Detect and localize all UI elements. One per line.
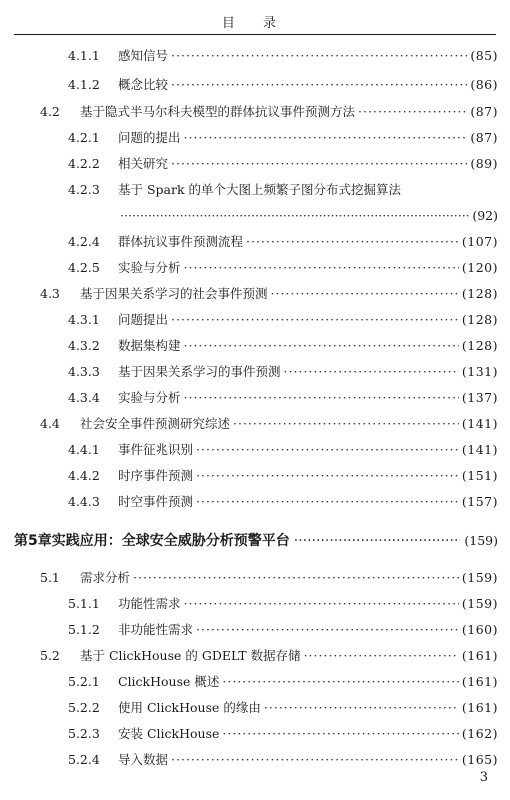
dot-leader xyxy=(171,46,467,66)
toc-page: (131) xyxy=(461,364,498,379)
toc-title: 基于隐式半马尔科夫模型的群体抗议事件预测方法 xyxy=(80,104,356,119)
toc-number: 5.1.2 xyxy=(68,622,100,637)
toc-number: 4.3.1 xyxy=(68,312,100,327)
dot-leader xyxy=(264,698,459,718)
toc-number: 4.2.1 xyxy=(68,130,100,145)
toc-page: (128) xyxy=(461,312,498,327)
dot-leader xyxy=(171,154,467,174)
dot-leader xyxy=(120,206,469,226)
toc-entry-4-1-2[interactable] xyxy=(68,75,498,95)
dot-leader xyxy=(184,388,459,408)
toc-entry-5-1-1[interactable] xyxy=(68,594,498,614)
dot-leader xyxy=(171,750,459,770)
toc-page: (128) xyxy=(461,286,498,301)
toc-entry-4-2-3-continuation[interactable] xyxy=(120,206,498,226)
dot-leader xyxy=(184,594,459,614)
toc-number: 4.4 xyxy=(40,416,60,431)
toc-page: (107) xyxy=(461,234,498,249)
toc-title: 实验与分析 xyxy=(118,390,181,405)
toc-entry-4-3[interactable] xyxy=(40,284,498,304)
toc-title: 问题提出 xyxy=(118,312,169,327)
toc-entry-5-2-2[interactable] xyxy=(68,698,498,718)
toc-title: 事件征兆识别 xyxy=(118,442,194,457)
toc-number: 4.1.1 xyxy=(68,48,100,63)
toc-entry-5-2-3[interactable] xyxy=(68,724,498,744)
dot-leader xyxy=(196,492,459,512)
dot-leader xyxy=(284,362,459,382)
running-header: 目 录 xyxy=(221,16,289,31)
toc-number: 5.1 xyxy=(40,570,60,585)
toc-page: (165) xyxy=(461,752,498,767)
chapter-number: 第5章 xyxy=(14,533,52,549)
toc-entry-4-3-3[interactable] xyxy=(68,362,498,382)
toc-title: 社会安全事件预测研究综述 xyxy=(80,416,231,431)
toc-title: 数据集构建 xyxy=(118,338,181,353)
toc-number: 5.2.2 xyxy=(68,700,100,715)
toc-title: 基于因果关系学习的事件预测 xyxy=(118,364,281,379)
toc-entry-4-3-2[interactable] xyxy=(68,336,498,356)
dot-leader xyxy=(294,530,461,552)
toc-entry-4-4-3[interactable] xyxy=(68,492,498,512)
toc-number: 4.1.2 xyxy=(68,77,100,92)
toc-title: 时序事件预测 xyxy=(118,468,194,483)
toc-number: 4.4.2 xyxy=(68,468,100,483)
dot-leader xyxy=(184,128,468,148)
toc-entry-4-3-1[interactable] xyxy=(68,310,498,330)
toc-page: (141) xyxy=(461,416,498,431)
toc-number: 5.2.4 xyxy=(68,752,100,767)
toc-page: (162) xyxy=(461,726,498,741)
toc-number: 5.2.3 xyxy=(68,726,100,741)
toc-page: (141) xyxy=(461,442,498,457)
toc-page: (161) xyxy=(461,674,498,689)
toc-page: (161) xyxy=(461,700,498,715)
toc-entry-4-2-1[interactable] xyxy=(68,128,498,148)
toc-page: (159) xyxy=(461,570,498,585)
dot-leader xyxy=(133,568,459,588)
toc-number: 4.2.5 xyxy=(68,260,100,275)
dot-leader xyxy=(196,620,459,640)
toc-entry-4-4[interactable] xyxy=(40,414,498,434)
toc-entry-5-1[interactable] xyxy=(40,568,498,588)
toc-number: 5.1.1 xyxy=(68,596,100,611)
toc-title: 导入数据 xyxy=(118,752,169,767)
toc-entry-5-2[interactable] xyxy=(40,646,498,666)
toc-number: 5.2.1 xyxy=(68,674,100,689)
toc-number: 4.3 xyxy=(40,286,60,301)
dot-leader xyxy=(246,232,459,252)
toc-page: (120) xyxy=(461,260,498,275)
toc-title: 时空事件预测 xyxy=(118,494,194,509)
toc-number: 4.3.2 xyxy=(68,338,100,353)
toc-entry-4-4-2[interactable] xyxy=(68,466,498,486)
toc-number: 5.2 xyxy=(40,648,60,663)
toc-number: 4.2.2 xyxy=(68,156,100,171)
toc-page: (157) xyxy=(461,494,498,509)
toc-number: 4.2.4 xyxy=(68,234,100,249)
dot-leader xyxy=(196,440,459,460)
toc-title: 基于因果关系学习的社会事件预测 xyxy=(80,286,268,301)
toc-number: 4.3.3 xyxy=(68,364,100,379)
toc-title: 功能性需求 xyxy=(118,596,181,611)
toc-page: (86) xyxy=(470,77,498,92)
toc-page: (89) xyxy=(470,156,498,171)
toc-entry-4-2[interactable] xyxy=(40,102,498,122)
dot-leader xyxy=(304,646,459,666)
toc-chapter-5[interactable] xyxy=(14,530,498,552)
toc-number: 4.4.1 xyxy=(68,442,100,457)
toc-number: 4.3.4 xyxy=(68,390,100,405)
toc-entry-4-2-2[interactable] xyxy=(68,154,498,174)
dot-leader xyxy=(184,258,459,278)
toc-entry-4-2-5[interactable] xyxy=(68,258,498,278)
toc-entry-4-3-4[interactable] xyxy=(68,388,498,408)
toc-entry-5-2-1[interactable] xyxy=(68,672,498,692)
toc-page: (87) xyxy=(470,104,498,119)
toc-entry-4-2-4[interactable] xyxy=(68,232,498,252)
toc-number: 4.2.3 xyxy=(68,182,100,197)
toc-title: 问题的提出 xyxy=(118,130,181,145)
toc-title: 使用 ClickHouse 的缘由 xyxy=(118,700,261,715)
toc-number: 4.2 xyxy=(40,104,60,119)
toc-title: 安装 ClickHouse xyxy=(118,726,220,741)
toc-entry-5-2-4[interactable] xyxy=(68,750,498,770)
dot-leader xyxy=(222,724,458,744)
toc-page: (85) xyxy=(470,48,498,63)
dot-leader xyxy=(358,102,467,122)
toc-page: (128) xyxy=(461,338,498,353)
chapter-title: 实践应用：全球安全威胁分析预警平台 xyxy=(51,533,290,549)
toc-title: 实验与分析 xyxy=(118,260,181,275)
toc-entry-4-4-1[interactable] xyxy=(68,440,498,460)
dot-leader xyxy=(222,672,458,692)
toc-page: (151) xyxy=(461,468,498,483)
toc-page: (161) xyxy=(461,648,498,663)
toc-title: 非功能性需求 xyxy=(118,622,194,637)
dot-leader xyxy=(271,284,459,304)
dot-leader xyxy=(196,466,459,486)
page-number: 3 xyxy=(479,770,488,785)
toc-entry-5-1-2[interactable] xyxy=(68,620,498,640)
toc-title: 基于 ClickHouse 的 GDELT 数据存储 xyxy=(80,648,301,663)
toc-title: 相关研究 xyxy=(118,156,169,171)
toc-page: (137) xyxy=(461,390,498,405)
toc-title: 基于 Spark 的单个大图上频繁子图分布式挖掘算法 xyxy=(118,182,402,197)
toc-page: (160) xyxy=(461,622,498,637)
dot-leader xyxy=(184,336,459,356)
toc-title: ClickHouse 概述 xyxy=(118,674,220,689)
header-rule xyxy=(14,34,496,35)
toc-page: (87) xyxy=(470,130,498,145)
toc-entry-4-2-3[interactable] xyxy=(68,180,498,200)
toc-entry-4-1-1[interactable] xyxy=(68,46,498,66)
dot-leader xyxy=(171,310,459,330)
toc-title: 群体抗议事件预测流程 xyxy=(118,234,244,249)
dot-leader xyxy=(171,75,467,95)
toc-title: 需求分析 xyxy=(80,570,131,585)
toc-number: 4.4.3 xyxy=(68,494,100,509)
dot-leader xyxy=(233,414,459,434)
toc-title: 概念比较 xyxy=(118,77,169,92)
toc-page: (92) xyxy=(472,208,498,223)
toc-title: 感知信号 xyxy=(118,48,169,63)
chapter-page: (159) xyxy=(464,533,498,548)
toc-page: (159) xyxy=(461,596,498,611)
